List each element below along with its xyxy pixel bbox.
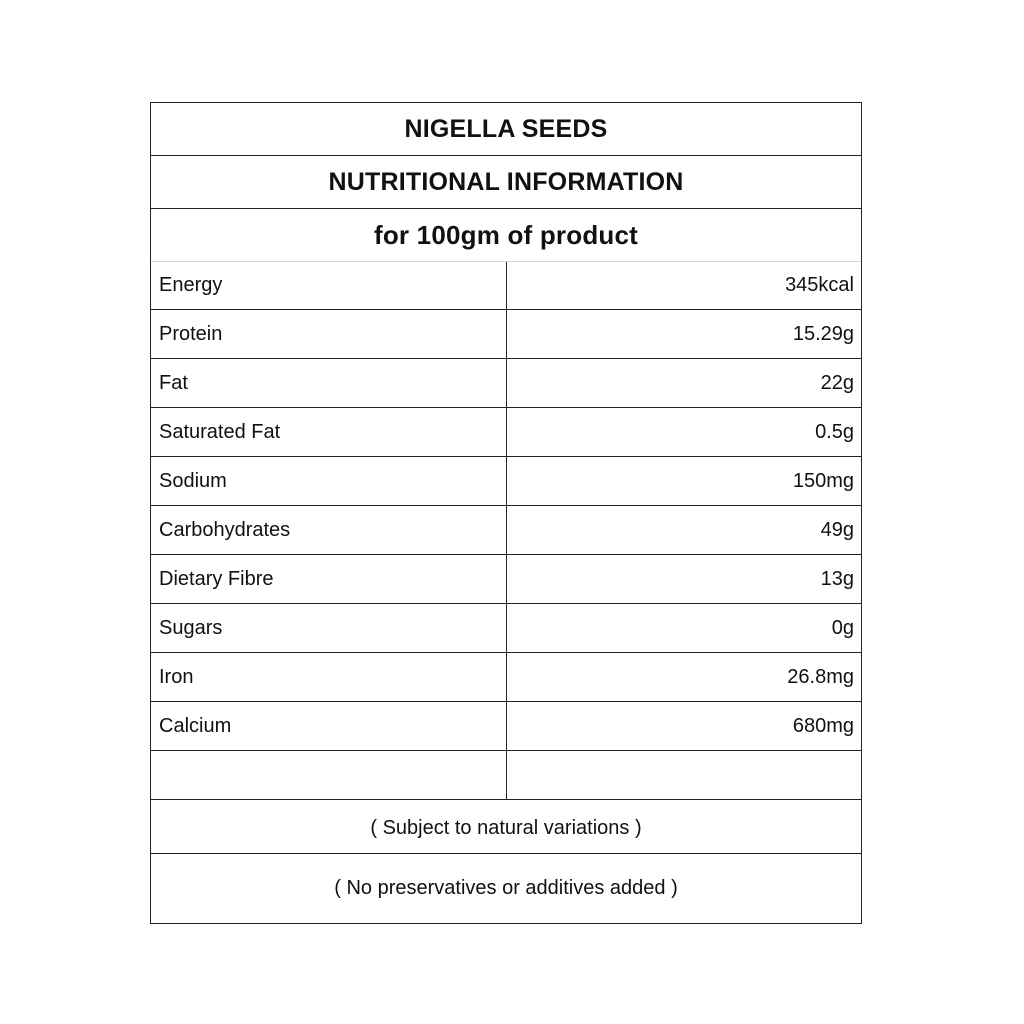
nutrient-name: Sodium bbox=[151, 457, 507, 505]
table-row-empty bbox=[151, 751, 861, 800]
nutrient-value: 0.5g bbox=[815, 420, 854, 443]
table-row bbox=[151, 457, 861, 506]
table-row bbox=[151, 262, 861, 310]
nutrient-name: Saturated Fat bbox=[151, 408, 507, 456]
nutrient-value: 0g bbox=[831, 616, 854, 639]
nutrient-value: 150mg bbox=[792, 469, 854, 492]
nutrient-name: Calcium bbox=[151, 702, 507, 750]
nutrient-value: 22g bbox=[820, 371, 854, 394]
nutrition-table bbox=[150, 102, 862, 924]
nutrient-value: 15.29g bbox=[792, 322, 854, 345]
nutrient-name: Protein bbox=[151, 310, 507, 358]
nutrient-value: 49g bbox=[820, 518, 854, 541]
variation-note: ( Subject to natural variations ) bbox=[151, 804, 861, 854]
nutrient-name: Sugars bbox=[151, 604, 507, 652]
table-row bbox=[151, 555, 861, 604]
table-row bbox=[151, 506, 861, 555]
table-row bbox=[151, 408, 861, 457]
serving-basis: for 100gm of product bbox=[151, 209, 861, 262]
nutrient-name: Dietary Fibre bbox=[151, 555, 507, 603]
nutrient-value: 26.8mg bbox=[787, 665, 854, 688]
nutrient-value: 345kcal bbox=[785, 274, 854, 296]
table-row bbox=[151, 604, 861, 653]
nutrient-rows bbox=[151, 262, 861, 800]
nutrient-name: Fat bbox=[151, 359, 507, 407]
table-row bbox=[151, 702, 861, 751]
product-title: NIGELLA SEEDS bbox=[151, 103, 861, 156]
table-heading: NUTRITIONAL INFORMATION bbox=[151, 156, 861, 209]
nutrient-value bbox=[507, 751, 861, 799]
nutrient-name: Iron bbox=[151, 653, 507, 701]
table-row bbox=[151, 359, 861, 408]
nutrient-value: 13g bbox=[820, 567, 854, 590]
nutrient-value: 680mg bbox=[792, 714, 854, 737]
preservatives-note: ( No preservatives or additives added ) bbox=[334, 877, 678, 899]
nutrient-name: Carbohydrates bbox=[151, 506, 507, 554]
table-row bbox=[151, 653, 861, 702]
nutrient-name bbox=[151, 751, 507, 799]
nutrient-name: Energy bbox=[151, 262, 507, 309]
table-row bbox=[151, 310, 861, 359]
